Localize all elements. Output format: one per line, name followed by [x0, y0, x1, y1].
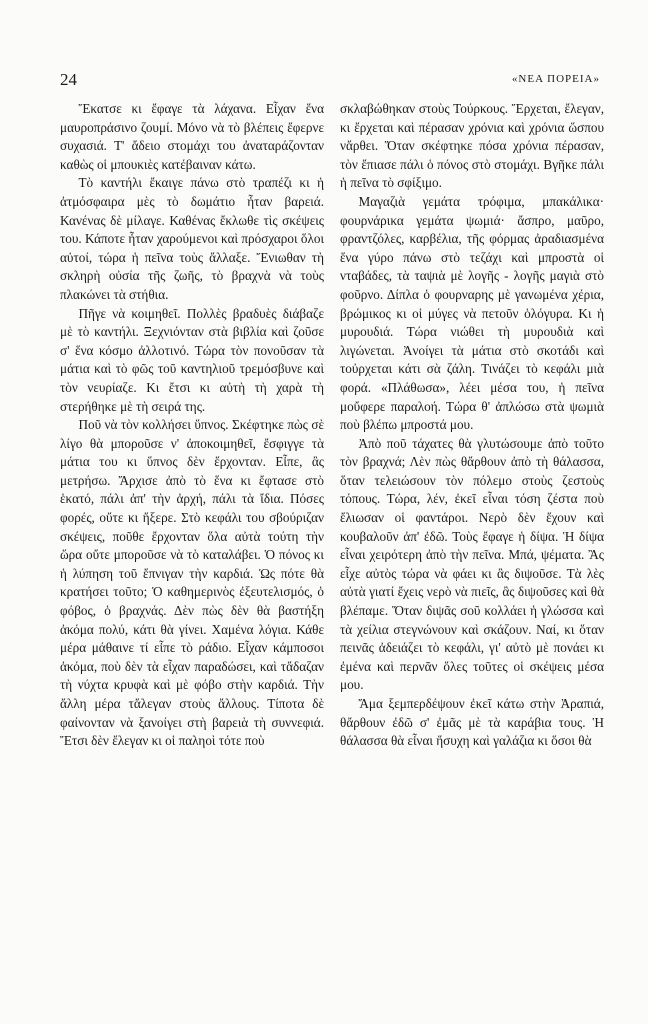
- paragraph: Τὸ καντήλι ἔκαιγε πάνω στὸ τραπέζι κι ἡ ἀτμόσφαιρα μὲς τὸ δωμάτιο ἦταν βαρειά. Κανένας δὲ μίλαγε. Καθένας ἔκλωθε τὶς σκέψεις του. Κάποτε ἦταν χαρούμενοι καὶ πρόσχαροι ὅλοι αὐτοί, τώρα ἡ πεῖνα τοὺς ἄλλαξε. Ἔνιωθαν τὴ σκληρὴ οὐσία τῆς ζωῆς, τὸ βραχνὰ νὰ τοὺς πλακώνει τὰ στήθια.: [60, 175, 324, 302]
- paragraph: Μαγαζιὰ γεμάτα τρόφιμα, μπακάλικα· φουρνάρικα γεμάτα ψωμιά· ἄσπρο, μαῦρο, φραντζόλες, καρβέλια, τῆς φόρμας ἀραδιασμένα ἕνα γύρο πάνω στὸ τεζάχι καὶ μπροστὰ οἱ νταβάδες, τὰ ταψιὰ μὲ λογῆς - λογῆς μαγιὰ στὸ φοῦρνο. Δίπλα ὁ φουρναρης μὲ γανωμένα χέρια, βρώμικος κι οἱ μύγες νὰ πετοῦν ὁλόγυρα. Κι ἡ μυρουδιά. Τώρα νιώθει τὴ μυρουδιὰ καὶ λιγώνεται. Ἀνοίγει τὰ μάτια στὸ σκοτάδι καὶ τοὐρχεται κάτι σὰ ζάλη. Τινάζει τὸ κεφάλι μιὰ φορά. «Πλάθωσα», λέει μέσα του, ἡ πεῖνα μοὔφερε παραλοή. Τώρα θ' ἀπλώσω στὰ ψωμιὰ ποὺ βλέπω μπροστά μου.: [340, 193, 604, 433]
- left-column: [60, 100, 324, 751]
- paragraph: Ἄμα ξεμπερδέψουν ἐκεῖ κάτω στὴν Ἀραπιά, θἄρθουν ἐδῶ σ' ἐμᾶς μὲ τὰ καράβια τους. Ἡ θάλασσα θὰ εἶναι ἥσυχη καὶ γαλάζια κι ὅσοι θὰ: [340, 696, 604, 749]
- paragraph: Ἀπὸ ποῦ τάχατες θὰ γλυτώσουμε ἀπὸ τοῦτο τὸν βραχνά; Λὲν πὼς θἄρθουν ἀπὸ τὴ θάλασσα, ὅταν τελειώσουν τὸν πόλεμο στοὺς ζεστοὺς τόπους. Τώρα, λέν, ἐκεῖ εἶναι τόση ζέστα ποὺ ἔλιωσαν οἱ φαντάροι. Νερὸ δὲν ἔχουν καὶ κουβαλοῦν ἀπ' ἐδῶ. Τοὺς ἔφαγε ἡ δίψα. Ἡ δίψα εἶναι χειρότερη ἀπὸ τὴν πεῖνα. Μπά, ψέματα. Ἂς εἶχε αὐτὸς τώρα νὰ φάει κι ἂς διψοῦσε. Τὰ λὲς αὐτὰ γιατί ἔχεις νερὸ νὰ πιεῖς, ἂς διψοῦσες καὶ θὰ βλέπαμε. Ὅταν διψᾶς σοῦ κολλάει ἡ γλώσσα καὶ τὰ χείλια στεγνώνουν καὶ σκάζουν. Ναί, κι ὅταν πεινᾶς ἀδειάζει τὸ κεφάλι, γι' αὐτὸ μὲ πονάει κι ἐμένα καὶ περνᾶν ὅλες τοῦτες οἱ σκέψεις μέσα μου.: [340, 435, 604, 693]
- page-header: [60, 70, 600, 90]
- page-number: 24: [60, 70, 77, 89]
- running-title: «ΝΕΑ ΠΟΡΕΙΑ»: [511, 73, 600, 85]
- paragraph: Πῆγε νὰ κοιμηθεῖ. Πολλὲς βραδυὲς διάβαζε μὲ τὸ καντήλι. Ξεχνιόνταν στὰ βιβλία καὶ ζοῦσε σ' ἕνα κόσμο ἀλλοτινό. Τώρα τὸν πονοῦσαν τὰ μάτια καὶ τὸ φῶς τοῦ καντηλιοῦ τρεμόσβυνε καὶ τὸν νευρίαζε. Κι ἔτσι κι αὐτὴ τὴ χαρὰ τὴ στερήθηκε μὲ τὴ σειρά της.: [60, 305, 324, 414]
- right-column: [340, 100, 604, 751]
- paragraph: σκλαβώθηκαν στοὺς Τούρκους. Ἔρχεται, ἔλεγαν, κι ἔρχεται καὶ πέρασαν χρόνια καὶ χρόνια ὥσπου νἄρθει. Ὅταν σκέφτηκε πόσα χρόνια πέρασαν, τὸν ἔπιασε πάλι ὁ πόνος στὸ στομάχι. Βγῆκε πάλι ἡ πεῖνα τὸ σφίξιμο.: [340, 101, 604, 191]
- paragraph: Ποῦ νὰ τὸν κολλήσει ὕπνος. Σκέφτηκε πὼς σὲ λίγο θὰ μποροῦσε ν' ἀποκοιμηθεῖ, ἔσφιγγε τὰ μάτια του κι ὕπνος δὲν ἔρχονταν. Εἶπε, ἂς μετρήσω. Ἄρχισε ἀπὸ τὸ ἕνα κι ἔφτασε στὸ ἑκατό, πάλι ἀπ' τὴν ἀρχή, πάλι τὰ ἴδια. Πόσες φορές, οὔτε κι ἤξερε. Στὸ κεφάλι του σβούριζαν σκέψεις, ποῦθε ἔρχονταν ὅλα αὐτὰ τούτη τὴν ὥρα οὔτε μποροῦσε νὰ τὸ καταλάβει. Ὁ πόνος κι ἡ λύπηση τοῦ ἔπνιγαν τὴν καρδιά. Ὡς πότε θὰ κρατήσει τοῦτο; Ὁ καθημερινὸς ἐξευτελισμός, ὁ φόβος, ὁ βραχνάς. Δὲν πὼς δὲν θὰ βαστήξη ἀκόμα πολύ, κάτι θὰ γίνει. Χαμένα λόγια. Κάθε μέρα μάθαινε τί εἶπε τὸ ράδιο. Εἶχαν κάμποσοι ἀκόμα, ποὺ δὲν τὰ εἶχαν παραδώσει, καὶ τἄδαζαν τὴ νύχτα κρυφὰ καὶ μὲ φόβο στὴν καρδιά. Τὴν ἄλλη μέρα τἄλεγαν στοὺς ἄλλους. Τίποτα δὲ φαίνονταν νὰ ξανοίγει στὴ βαρειὰ τὴ συννεφιά. Ἔτσι δὲν ἔλεγαν κι οἱ παληοὶ τότε ποὺ: [60, 417, 324, 749]
- paragraph: Ἔκατσε κι ἔφαγε τὰ λάχανα. Εἶχαν ἕνα μαυροπράσινο ζουμί. Μόνο νὰ τὸ βλέπεις ἔφερνε συχασιά. Τ' ἄδειο στομάχι του ἀναταράζονταν καθὼς οἱ μπουκιὲς κατέβαιναν κάτω.: [60, 101, 324, 172]
